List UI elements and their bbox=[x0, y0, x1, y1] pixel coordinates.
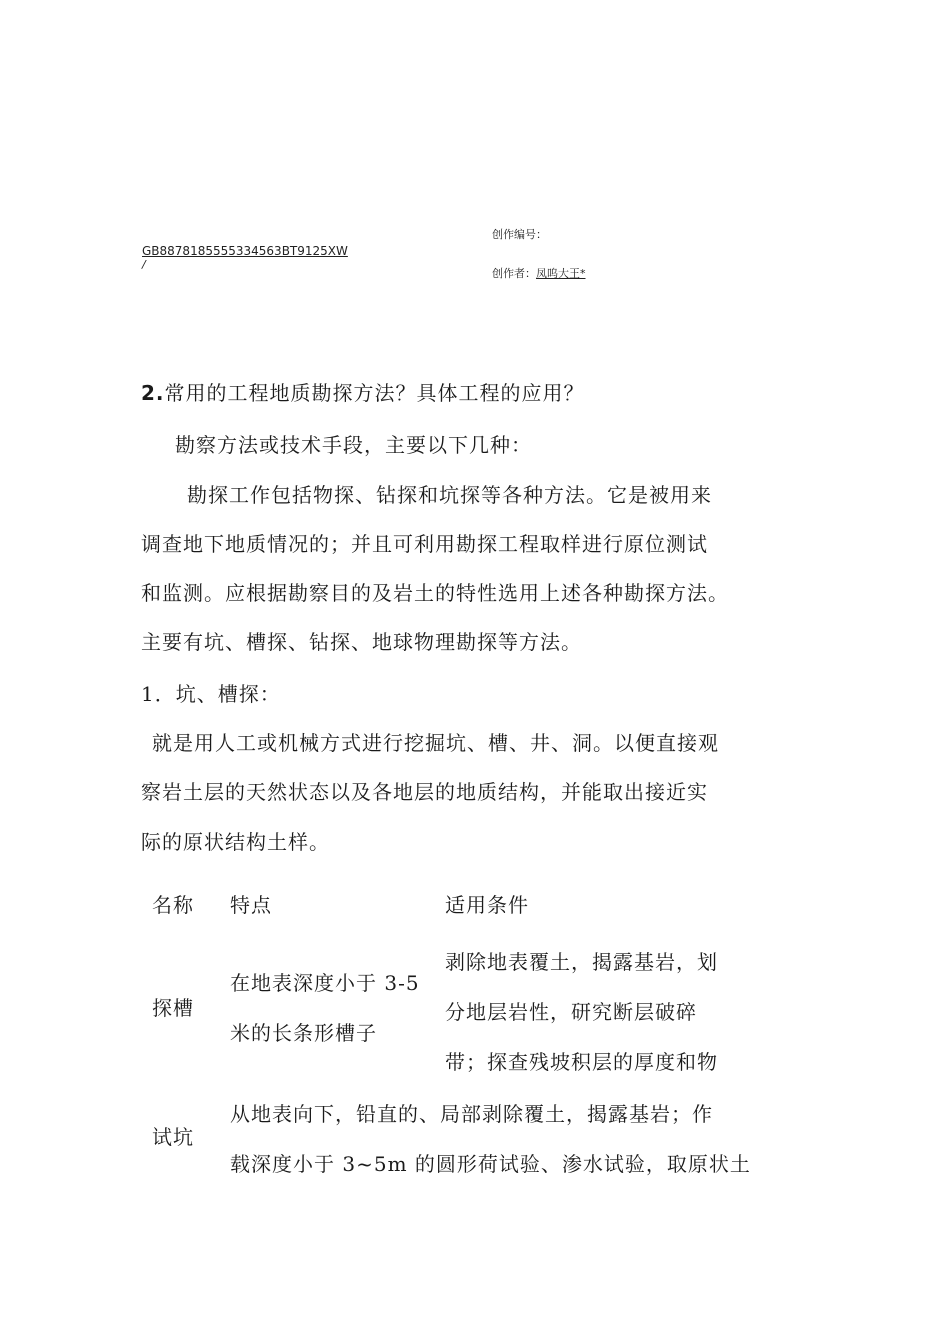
question-number: 2. bbox=[141, 381, 165, 405]
author-line bbox=[492, 265, 586, 281]
table-cell-merged: 载深度小于 3~5m 的圆形荷试验、渗水试验，取原状土 bbox=[230, 1152, 751, 1176]
question-text: 常用的工程地质勘探方法？具体工程的应用？ bbox=[164, 381, 585, 405]
paragraph-line: 察岩土层的天然状态以及各地层的地质结构，并能取出接近实 bbox=[141, 780, 708, 804]
paragraph-line: 和监测。应根据勘察目的及岩土的特性选用上述各种勘探方法。 bbox=[141, 581, 729, 605]
paragraph-line: 就是用人工或机械方式进行挖掘坑、槽、井、洞。以便直接观 bbox=[152, 731, 719, 755]
table-cell-condition: 分地层岩性，研究断层破碎 bbox=[445, 1000, 697, 1024]
table-cell-name: 探槽 bbox=[152, 996, 194, 1020]
table-header-name: 名称 bbox=[152, 893, 194, 917]
author-label: 创作者： bbox=[492, 267, 536, 280]
question-title bbox=[141, 377, 585, 406]
document-code: GB8878185555334563BT9125XW bbox=[142, 244, 348, 258]
table-cell-feature: 米的长条形槽子 bbox=[230, 1021, 377, 1045]
section-heading: 1．坑、槽探： bbox=[141, 682, 281, 706]
table-cell-condition: 带；探查残坡积层的厚度和物 bbox=[445, 1050, 718, 1074]
author-name: 凤呜大王* bbox=[536, 267, 586, 280]
table-cell-condition: 剥除地表覆土，揭露基岩，划 bbox=[445, 950, 718, 974]
table-cell-feature: 在地表深度小于 3-5 bbox=[230, 971, 420, 995]
table-cell-merged: 从地表向下，铅直的、局部剥除覆土，揭露基岩；作 bbox=[230, 1102, 713, 1126]
creation-no-label: 创作编号： bbox=[492, 228, 547, 241]
paragraph-line: 际的原状结构土样。 bbox=[141, 830, 330, 854]
paragraph-line: 主要有坑、槽探、钻探、地球物理勘探等方法。 bbox=[141, 630, 582, 654]
paragraph-line: 勘探工作包括物探、钻探和坑探等各种方法。它是被用来 bbox=[187, 483, 712, 507]
table-header-feature: 特点 bbox=[230, 893, 272, 917]
paragraph-line: 调查地下地质情况的；并且可利用勘探工程取样进行原位测试 bbox=[141, 532, 708, 556]
document-code-tail: / bbox=[142, 258, 146, 271]
paragraph-methods-intro: 勘察方法或技术手段，主要以下几种： bbox=[175, 433, 532, 457]
table-header-condition: 适用条件 bbox=[445, 893, 529, 917]
table-cell-name: 试坑 bbox=[152, 1125, 194, 1149]
